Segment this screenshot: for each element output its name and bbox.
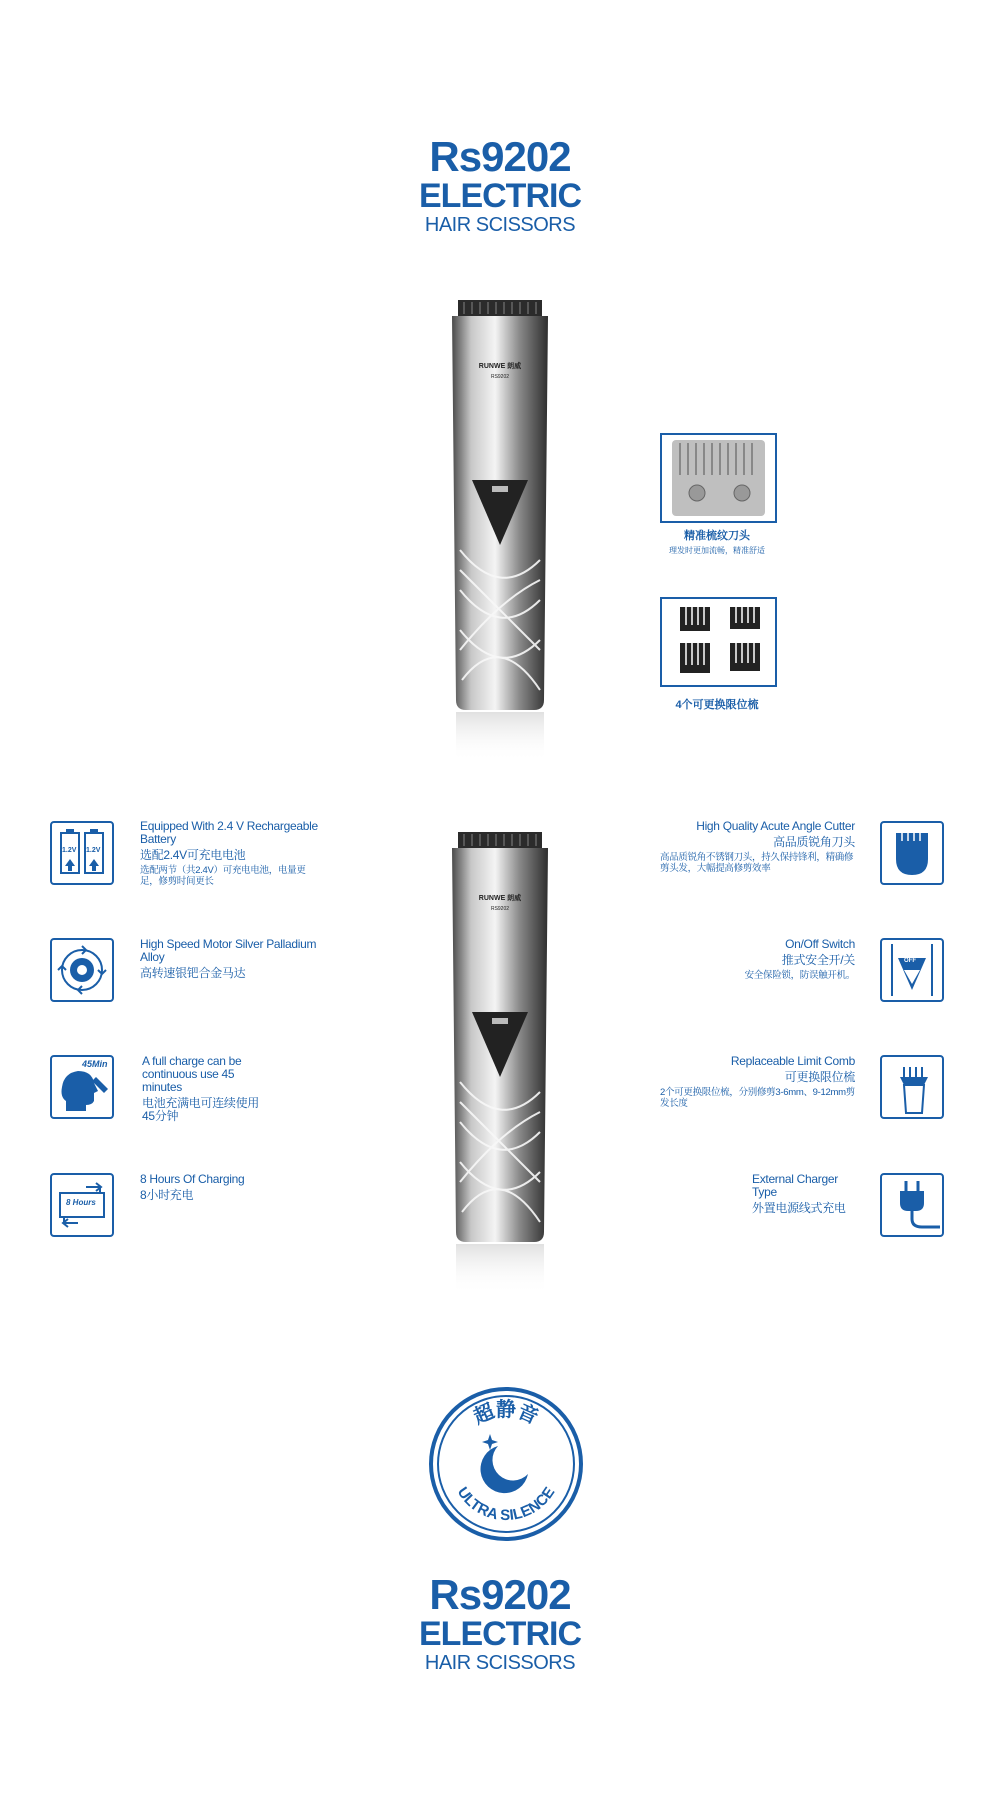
battery-label-2: 1.2V [86, 847, 101, 854]
model-name [0, 135, 1000, 179]
feature-plug-text [752, 1173, 862, 1215]
ultra-silence-badge [428, 1386, 584, 1542]
thumbnail-blade-sub: 理发时更加流畅，精准舒适 [669, 546, 765, 555]
feature-switch-cn: 推式安全开/关 [781, 953, 855, 967]
feature-switch-text [660, 938, 855, 981]
blade-head [458, 832, 542, 848]
cutter-icon [880, 821, 944, 885]
battery-icon [50, 821, 114, 885]
title-line2: HAIR SCISSORS [424, 214, 576, 236]
feature-battery-en: Equipped With 2.4 V Rechargeable Battery [140, 819, 318, 846]
footer-model-number: 9202 [481, 1571, 571, 1618]
header-title [0, 135, 1000, 237]
footer-model-name [0, 1573, 1000, 1617]
blade-closeup-icon [662, 435, 775, 521]
product-model: RS9202 [490, 906, 510, 912]
feature-cutter-text [660, 820, 855, 874]
charging-icon-badge: 8 Hours [66, 1198, 96, 1207]
feature-motor-en: High Speed Motor Silver Palladium Alloy [140, 937, 317, 964]
thumbnail-blade [660, 433, 777, 523]
feature-charging-en: 8 Hours Of Charging [140, 1172, 245, 1186]
head-icon [50, 1055, 114, 1119]
feature-cutter-cn2: 高品质锐角不锈钢刀头，持久保持锋利，精确修剪头发，大幅提高修剪效率 [660, 852, 854, 874]
feature-cutter-en: High Quality Acute Angle Cutter [696, 819, 855, 833]
feature-battery-cn2: 选配两节（共2.4V）可充电电池，电量更足，修剪时间更长 [140, 865, 306, 887]
feature-charging-cn: 8小时充电 [140, 1188, 194, 1202]
badge-top-text: 超静音 [469, 1397, 543, 1429]
feature-switch-cn2: 安全保险锁，防误触开机。 [744, 970, 855, 981]
switch-icon [880, 938, 944, 1002]
feature-cutter-cn: 高品质锐角刀头 [773, 835, 855, 849]
feature-runtime-en: A full charge can be continuous use 45 minutes [142, 1054, 242, 1094]
feature-plug-cn: 外置电源线式充电 [752, 1201, 846, 1215]
footer-model-prefix: Rs [429, 1571, 482, 1618]
product-brand: RUNWE 朗威 [478, 895, 522, 902]
feature-runtime-text [142, 1055, 262, 1123]
switch-icon-badge: OFF [904, 958, 916, 964]
thumbnail-combs-caption: 4个可更换限位梳 [675, 699, 759, 711]
footer-title [0, 1573, 1000, 1675]
feature-switch-en: On/Off Switch [785, 937, 855, 951]
feature-motor-text [140, 938, 320, 980]
charging-icon [50, 1173, 114, 1237]
feature-charging-text [140, 1173, 320, 1202]
product-image-trimmer [440, 300, 560, 770]
product-image-trimmer-2 [440, 832, 560, 1302]
battery-label-1: 1.2V [62, 847, 77, 854]
limit-combs-icon [662, 599, 775, 685]
model-prefix: Rs [429, 133, 482, 180]
feature-comb-text [660, 1055, 855, 1109]
product-model: RS9202 [490, 374, 510, 380]
title-line1: ELECTRIC [419, 177, 581, 215]
model-number: 9202 [481, 133, 571, 180]
blade-head [458, 300, 542, 316]
plug-icon [880, 1173, 944, 1237]
head-icon-badge: 45Min [82, 1059, 108, 1069]
feature-plug-en: External Charger Type [752, 1172, 838, 1199]
thumbnail-combs [660, 597, 777, 687]
feature-comb-en: Replaceable Limit Comb [730, 1054, 855, 1068]
feature-runtime-cn: 电池充满电可连续使用45分钟 [142, 1096, 260, 1123]
product-brand: RUNWE 朗威 [478, 363, 522, 370]
motor-icon [50, 938, 114, 1002]
badge-bottom-text: ULTRA SILENCE [453, 1484, 559, 1525]
feature-comb-cn: 可更换限位梳 [784, 1070, 855, 1084]
feature-comb-cn2: 2个可更换限位梳，分别修剪3-6mm、9-12mm剪发长度 [660, 1087, 855, 1109]
thumbnail-blade-caption: 精准梳纹刀头 [684, 530, 750, 542]
footer-title-line2: HAIR SCISSORS [424, 1652, 576, 1674]
comb-icon [880, 1055, 944, 1119]
feature-battery-cn: 选配2.4V可充电电池 [140, 848, 246, 862]
feature-battery-text [140, 820, 320, 887]
footer-title-line1: ELECTRIC [419, 1615, 581, 1653]
feature-motor-cn: 高转速银钯合金马达 [140, 966, 246, 980]
